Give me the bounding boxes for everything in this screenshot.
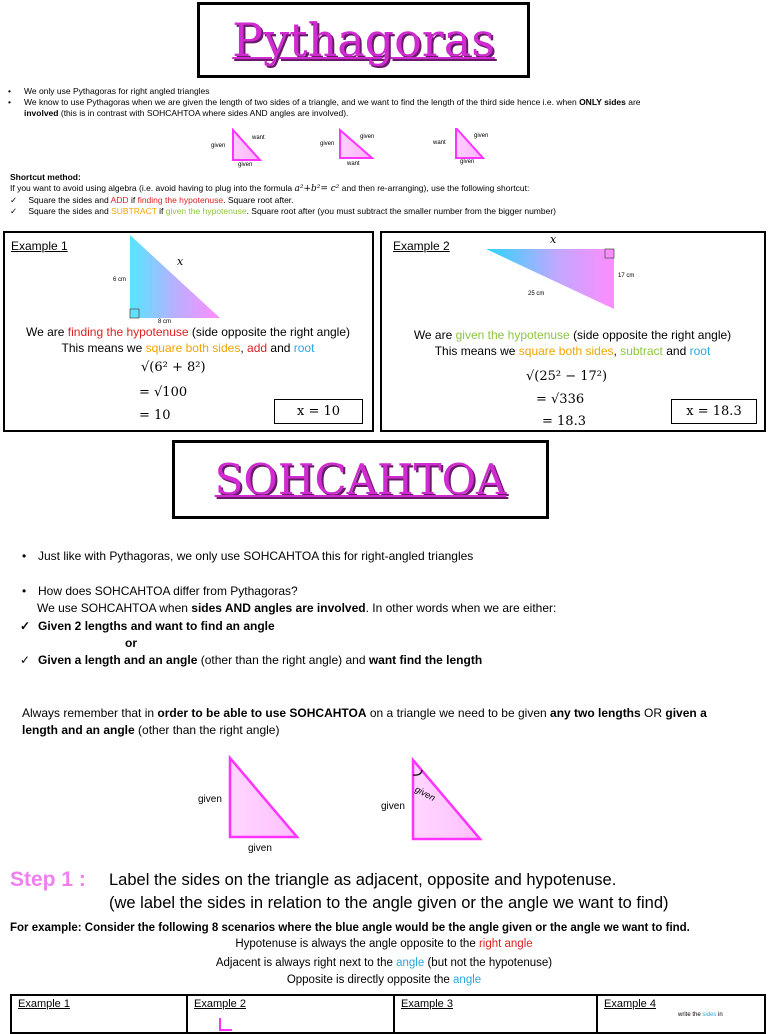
step-1-line-2: (we label the sides in relation to the angle given or the angle we want to find) <box>109 894 669 912</box>
tri1-hyp-label: want <box>252 135 265 141</box>
sohcahtoa-tri1-left-label-pos: given <box>198 794 222 805</box>
tri3-left-label: want <box>433 140 446 146</box>
shortcut-intro: If you want to avoid using algebra (i.e. avoid having to plug into the formula a²+b²= c² and then re-arranging), use the following shortcut: <box>10 183 530 194</box>
step-1-examples-table <box>10 994 766 1034</box>
step-1-adjacent-rule: Adjacent is always right next to the angle (but not the hypotenuse) <box>215 957 553 969</box>
step-1-heading: Step 1 : <box>10 868 86 891</box>
example-1-calc-1: √(6² + 8²) <box>141 360 206 375</box>
sohcahtoa-tri2-angle-label: given <box>413 784 437 803</box>
sohcahtoa-check-2: ✓ Given a length and an angle (other than the right angle) and want find the length <box>20 653 483 667</box>
example-1-answer: x = 10 <box>274 399 363 424</box>
shortcut-heading: Shortcut method: <box>10 172 81 182</box>
example-1-explain: We are finding the hypotenuse (side opposite the right angle) This means we square both sides, add and root <box>25 325 351 355</box>
table-cell-example-3: Example 3 <box>395 996 598 1032</box>
example-1-side-a: 6 cm <box>113 277 127 283</box>
shortcut-section <box>10 172 768 217</box>
sohcahtoa-check-1: ✓ Given 2 lengths and want to find an angle <box>20 619 275 633</box>
tri1-bottom-label: given <box>238 162 253 168</box>
bullet-2-cont: involved (this is in contrast with SOHCAHTOA where sides AND angles are involved). <box>24 108 349 118</box>
tri2-hyp-label: given <box>360 134 375 140</box>
pythagoras-title-box <box>197 2 530 78</box>
sohcahtoa-remember: Always remember that in order to be able to use SOHCAHTOA on a triangle we need to be given any two lengths OR given a length and an angle (other than the right angle) <box>22 706 707 737</box>
sohcahtoa-title-box <box>172 440 549 519</box>
bullet-1: • We only use Pythagoras for right angled triangles <box>8 86 210 96</box>
sohcahtoa-bullet-1: • Just like with Pythagoras, we only use SOHCAHTOA this for right-angled triangles <box>22 549 474 563</box>
pythagoras-title: Pythagoras <box>232 13 495 67</box>
tri1-left-label: given <box>211 143 226 149</box>
sohcahtoa-or: or <box>125 636 137 650</box>
example-2-answer: x = 18.3 <box>671 399 757 424</box>
sohcahtoa-bullet-2: • How does SOHCAHTOA differ from Pythagoras? <box>22 584 298 598</box>
example-2-triangle <box>486 247 618 311</box>
shortcut-add: ✓ Square the sides and ADD if finding the hypotenuse. Square root after. <box>10 195 294 205</box>
shortcut-subtract: ✓ Square the sides and SUBTRACT if given the hypotenuse. Square root after (you must subtract the smaller number from the bigger number) <box>10 206 557 216</box>
sohcahtoa-tri2-left-label: given <box>381 801 405 812</box>
example-2-side-c: 25 cm <box>528 291 545 297</box>
sohcahtoa-triangle-2 <box>413 760 480 839</box>
example-1-side-x: x <box>177 255 184 268</box>
sohcahtoa-bullet-2-sub: We use SOHCAHTOA when sides AND angles are involved. In other words when we are either: <box>37 601 557 615</box>
example-2-side-a: 17 cm <box>618 273 635 279</box>
check-icon: ✓ <box>20 619 31 633</box>
sohcahtoa-triangle-1 <box>230 758 297 837</box>
sohcahtoa-triangles-diagram <box>225 754 490 844</box>
bullet-2: • We know to use Pythagoras when we are given the length of two sides of a triangle, and we want to find the length of the third side hence i.e. when ONLY sides are <box>8 97 641 107</box>
formula: a²+b²= c² <box>294 184 340 194</box>
step-1-line-1: Label the sides on the triangle as adjacent, opposite and hypotenuse. <box>109 871 617 889</box>
pythagoras-bullets <box>8 86 768 119</box>
example-1-calc-3: = 10 <box>139 408 171 423</box>
pythagoras-example-2 <box>380 231 766 432</box>
sohcahtoa-title: SOHCAHTOA <box>214 455 507 504</box>
example-1-side-b: 8 cm <box>158 319 172 325</box>
check-icon: ✓ <box>20 653 31 667</box>
check-icon: ✓ <box>10 206 18 216</box>
example-2-explain: We are given the hypotenuse (side opposite the right angle) This means we square both sides, subtract and root <box>413 328 732 358</box>
table-cell-example-4: Example 4 write the sides in <box>604 998 723 1018</box>
step-1-example-intro: For example: Consider the following 8 scenarios where the blue angle would be the angle given or the angle we want to find. <box>10 922 690 934</box>
tri2-left-label: given <box>320 141 335 147</box>
example-2-label: Example 2 <box>393 239 450 253</box>
example-4-note: write the sides in <box>678 1012 723 1018</box>
sohcahtoa-tri1-bottom-label: given <box>248 843 272 854</box>
tri3-bottom-label: given <box>460 159 475 165</box>
pythagoras-example-1 <box>3 231 374 432</box>
step-1-hypotenuse-rule: Hypotenuse is always the angle opposite to the right angle <box>235 938 533 950</box>
check-icon: ✓ <box>10 195 18 205</box>
example-1-label: Example 1 <box>11 239 68 253</box>
example-2-calc-2: = √336 <box>536 392 585 407</box>
example-2-calc-3: = 18.3 <box>542 414 586 429</box>
table-cell-example-2: Example 2 <box>188 996 395 1032</box>
example-2-side-x: x <box>550 233 557 246</box>
example-2-mini-triangle <box>218 1018 238 1032</box>
tri3-hyp-label: given <box>474 133 489 139</box>
tri2-bottom-label: want <box>347 161 360 167</box>
step-1-opposite-rule: Opposite is directly opposite the angle <box>286 974 482 986</box>
example-1-triangle <box>120 235 230 323</box>
example-1-calc-2: = √100 <box>139 385 188 400</box>
example-2-calc-1: √(25² − 17²) <box>526 369 608 384</box>
table-cell-example-1: Example 1 <box>12 996 188 1032</box>
